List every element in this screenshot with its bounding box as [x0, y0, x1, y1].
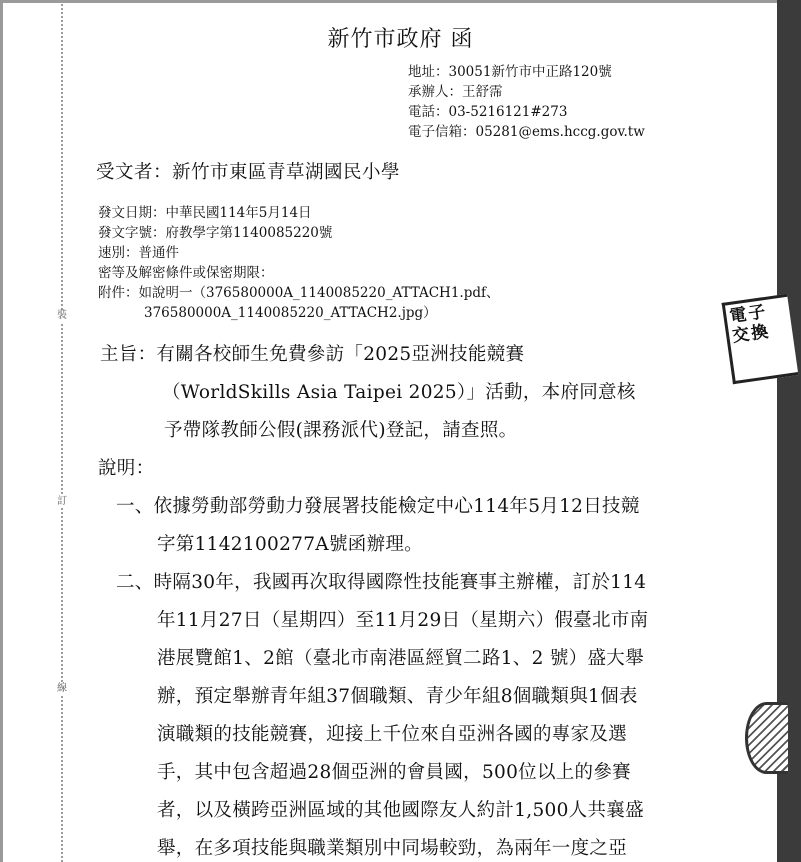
viewer-top-edge [0, 0, 801, 3]
binding-mark: 訂 [57, 496, 67, 507]
attachment-line[interactable]: 附件：如說明一（376580000A_1140085220_ATTACH1.pdf、 [98, 285, 500, 301]
subject-line: 予帶隊教師公假(課務派代)登記，請查照。 [164, 420, 518, 441]
official-seal-fragment [745, 702, 788, 774]
explanation-line: 年11月27日（星期四）至11月29日（星期六）假臺北市南 [157, 610, 649, 631]
explanation-line: 者，以及橫跨亞洲區域的其他國際友人約計1,500人共襄盛 [157, 800, 644, 821]
secrecy-level: 密等及解密條件或保密期限： [98, 265, 274, 281]
contact-person: 承辦人：王舒霈 [408, 84, 503, 100]
explanation-line: 二、時隔30年，我國再次取得國際性技能賽事主辦權，訂於114 [116, 572, 647, 593]
stamp-text: 交換 [731, 321, 772, 347]
address: 地址：30051新竹市中正路120號 [408, 64, 612, 80]
binding-mark: 線 [57, 683, 67, 694]
e-exchange-stamp [722, 294, 799, 384]
explanation-line: 演職類的技能競賽，迎接上千位來自亞洲各國的專家及選 [157, 724, 628, 745]
subject-line: （WorldSkills Asia Taipei 2025）」活動，本府同意核 [162, 382, 636, 403]
attachment-line[interactable]: 376580000A_1140085220_ATTACH2.jpg） [144, 305, 437, 321]
speed-level: 速別：普通件 [98, 245, 179, 261]
binding-line [61, 4, 63, 862]
explanation-line: 字第1142100277A號函辦理。 [157, 534, 423, 555]
recipient: 受文者：新竹市東區青草湖國民小學 [96, 162, 401, 183]
explanation-line: 港展覽館1、2館（臺北市南港區經貿二路1、2 號）盛大舉 [157, 648, 644, 669]
phone: 電話：03-5216121#273 [408, 104, 568, 120]
explanation-line: 一、依據勞動部勞動力發展署技能檢定中心114年5月12日技競 [116, 496, 640, 517]
email: 電子信箱：05281@ems.hccg.gov.tw [408, 124, 645, 140]
document-title: 新竹市政府 函 [327, 27, 474, 52]
explanation-heading: 說明： [98, 458, 155, 479]
explanation-line: 手，其中包含超過28個亞洲的會員國，500位以上的參賽 [157, 762, 631, 783]
explanation-line: 舉，在多項技能與職業類別中同場較勁，為兩年一度之亞 [157, 838, 628, 859]
document-number: 發文字號：府教學字第1140085220號 [98, 225, 333, 241]
issue-date: 發文日期：中華民國114年5月14日 [98, 205, 312, 221]
binding-mark: 裝 [57, 310, 67, 321]
subject-line: 主旨：有關各校師生免費參訪「2025亞洲技能競賽 [100, 344, 525, 365]
stamp-text: 電子 [728, 301, 769, 327]
viewer-left-edge [0, 0, 3, 862]
explanation-line: 辦，預定舉辦青年組37個職類、青少年組8個職類與1個表 [157, 686, 638, 707]
